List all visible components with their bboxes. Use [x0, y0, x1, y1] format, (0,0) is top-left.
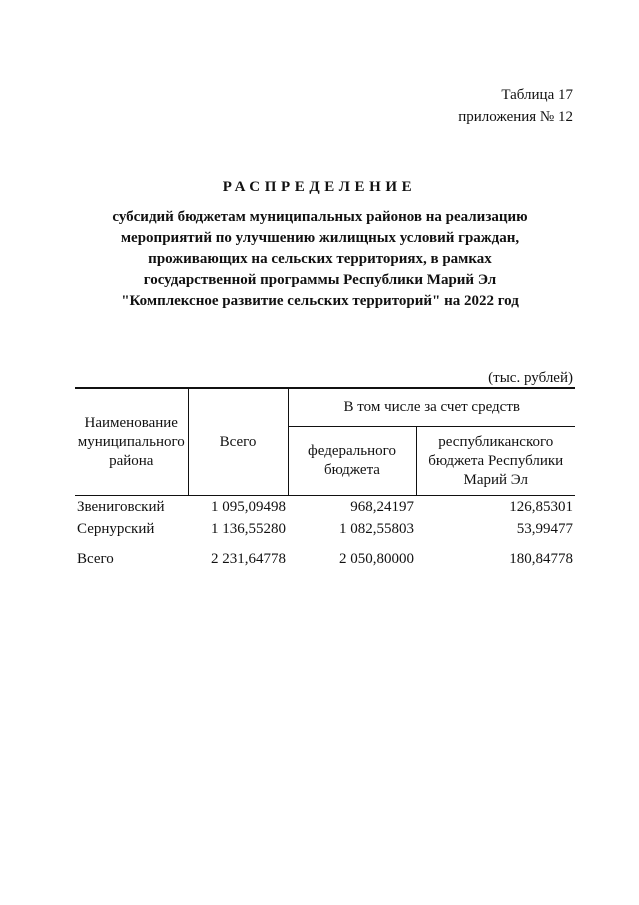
total-value: 1 095,09498 [211, 499, 286, 515]
summary-federal-value: 2 050,80000 [339, 551, 414, 567]
republic-value: 53,99477 [516, 521, 573, 537]
district-name: Звениговский [77, 499, 165, 515]
table-reference [458, 84, 573, 128]
table-row [75, 518, 575, 540]
summary-row [75, 548, 575, 570]
summary-label: Всего [77, 551, 114, 567]
total-value: 1 136,55280 [211, 521, 286, 537]
summary-total-value: 2 231,64778 [211, 551, 286, 567]
republic-value: 126,85301 [509, 499, 573, 515]
federal-value: 968,24197 [350, 499, 414, 515]
federal-value: 1 082,55803 [339, 521, 414, 537]
document-title: РАСПРЕДЕЛЕНИЕ [222, 179, 417, 195]
header-district-name: Наименование муниципального района [75, 388, 188, 496]
header-funding-sources: В том числе за счет средств [288, 388, 575, 427]
document-subtitle: субсидий бюджетам муниципальных районов на реализацию мероприятий по улучшению жилищных условий граждан, проживающих на сельских территориях, в рамках государственной программы Республики Марий Эл "Комплексное развитие сельских территорий" на 2022 год [112, 209, 528, 309]
header-republic-budget: республиканского бюджета Республики Марий Эл [416, 427, 575, 496]
header-federal-budget: федерального бюджета [288, 427, 416, 496]
distribution-table [75, 387, 575, 570]
table-number: Таблица 17 [501, 87, 573, 103]
appendix-number: приложения № 12 [458, 109, 573, 125]
table-row [75, 496, 575, 519]
row-spacer [75, 540, 575, 548]
summary-republic-value: 180,84778 [509, 551, 573, 567]
units-label: (тыс. рублей) [488, 370, 573, 386]
header-total: Всего [188, 388, 288, 496]
district-name: Сернурский [77, 521, 155, 537]
